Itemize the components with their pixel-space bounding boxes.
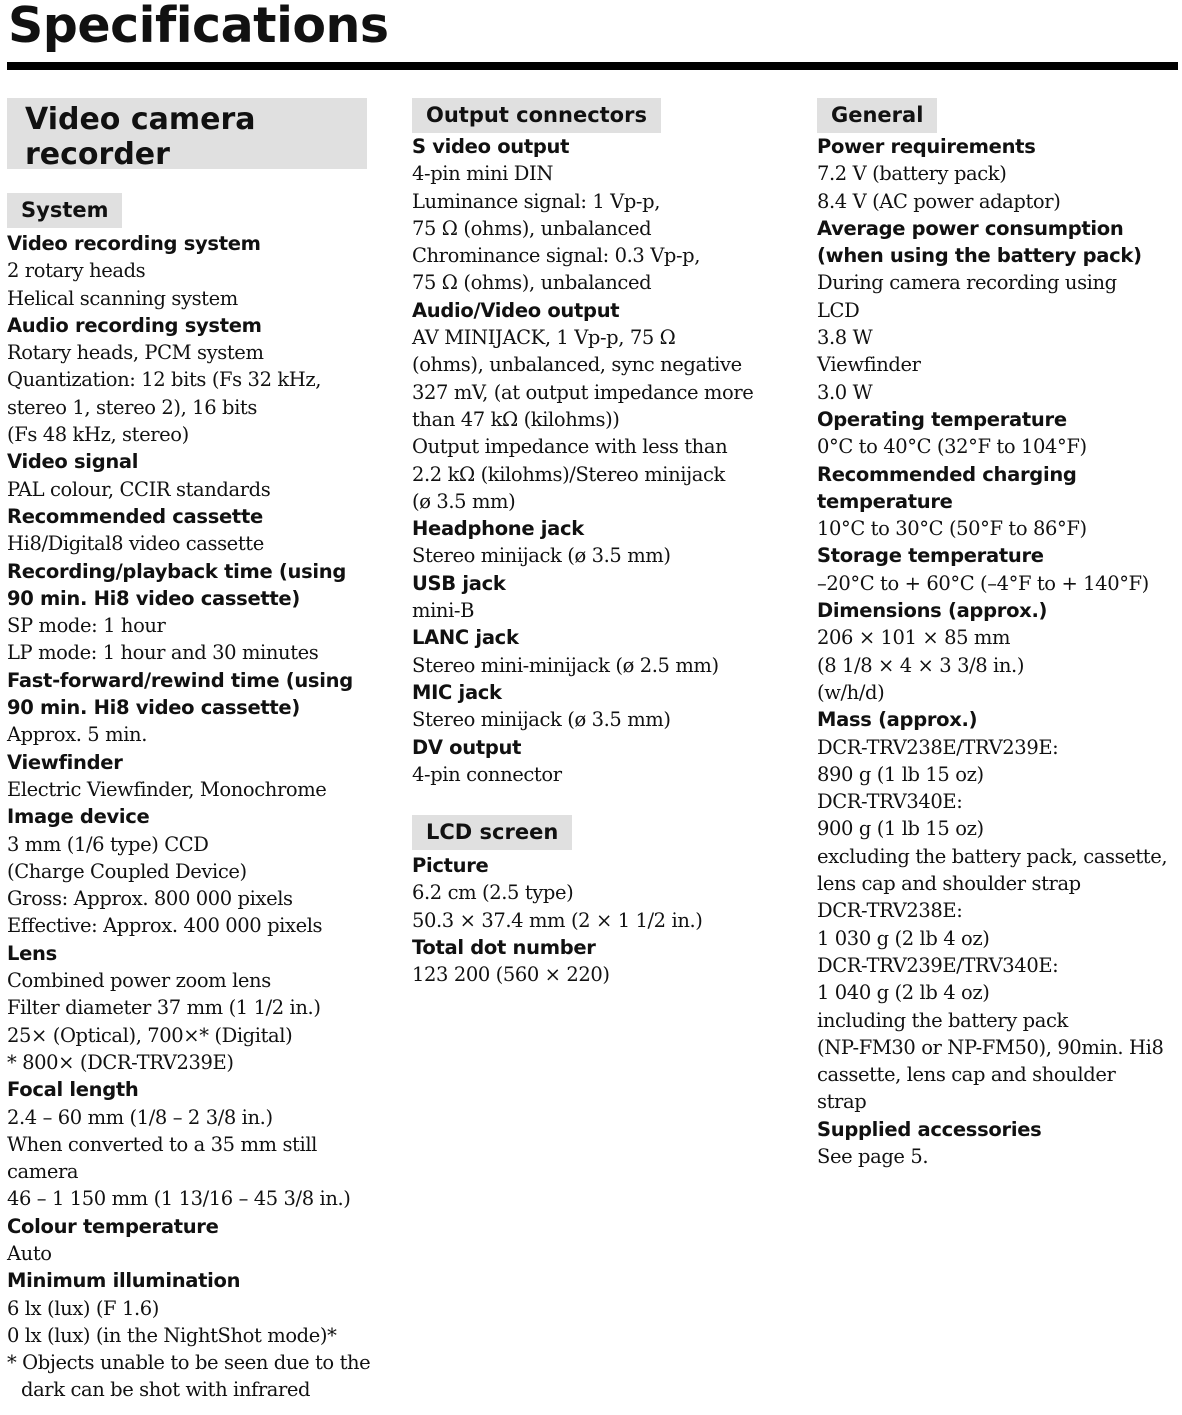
spec-value: Stereo mini-minijack (ø 2.5 mm) <box>412 653 719 677</box>
spec-list <box>7 230 371 1404</box>
spec-value: AV MINIJACK, 1 Vp-p, 75 Ω <box>412 326 676 350</box>
spec-value: (ohms), unbalanced, sync negative <box>412 353 742 377</box>
spec-item <box>412 734 782 789</box>
spec-value: than 47 kΩ (kilohms)) <box>412 407 620 431</box>
spec-value: 8.4 V (AC power adaptor) <box>817 189 1061 213</box>
spec-value: Stereo minijack (ø 3.5 mm) <box>412 544 671 568</box>
spec-label: MIC jack <box>412 680 502 704</box>
spec-item <box>7 667 367 749</box>
spec-value: 75 Ω (ohms), unbalanced <box>412 271 652 295</box>
spec-label: (when using the battery pack) <box>817 244 1142 268</box>
spec-item <box>817 406 1182 461</box>
spec-value: Chrominance signal: 0.3 Vp-p, <box>412 244 701 268</box>
spec-value: 4-pin mini DIN <box>412 162 553 186</box>
spec-value: strap <box>817 1090 867 1114</box>
spec-value: Rotary heads, PCM system <box>7 341 264 365</box>
spec-value: When converted to a 35 mm still <box>7 1132 317 1156</box>
spec-value: lens cap and shoulder strap <box>817 872 1081 896</box>
spec-value: * 800× (DCR-TRV239E) <box>7 1050 234 1074</box>
spec-item <box>7 1267 371 1403</box>
spec-value: (8 1/8 × 4 × 3 3/8 in.) <box>817 653 1025 677</box>
spec-item <box>7 558 367 667</box>
main-heading <box>7 98 367 172</box>
column-connectors-lcd <box>412 98 782 989</box>
spec-list <box>412 852 782 988</box>
spec-label: Storage temperature <box>817 544 1044 568</box>
spec-label: Headphone jack <box>412 517 584 541</box>
spec-value: 2.4 – 60 mm (1/8 – 2 3/8 in.) <box>7 1105 273 1129</box>
spec-item <box>7 749 367 804</box>
spec-value: (NP-FM30 or NP-FM50), 90min. Hi8 <box>817 1035 1164 1059</box>
spec-label: Power requirements <box>817 135 1036 158</box>
spec-value: Effective: Approx. 400 000 pixels <box>7 914 323 938</box>
spec-label: Image device <box>7 805 150 829</box>
spec-value: See page 5. <box>817 1144 929 1168</box>
spec-label: Recommended charging <box>817 462 1077 486</box>
spec-value: 206 × 101 × 85 mm <box>817 626 1011 650</box>
spec-value: Filter diameter 37 mm (1 1/2 in.) <box>7 996 321 1020</box>
spec-value: 75 Ω (ohms), unbalanced <box>412 216 652 240</box>
spec-item <box>7 1213 367 1268</box>
spec-item <box>7 503 367 558</box>
spec-value: DCR-TRV340E: <box>817 790 963 814</box>
spec-label: Recording/playback time (using <box>7 559 347 583</box>
spec-value: SP mode: 1 hour <box>7 614 166 638</box>
spec-value: 0 lx (lux) (in the NightShot mode)* <box>7 1323 337 1347</box>
spec-item <box>7 803 367 939</box>
spec-value: Electric Viewfinder, Monochrome <box>7 777 327 801</box>
spec-label: Video signal <box>7 450 139 474</box>
spec-value: Combined power zoom lens <box>7 969 271 993</box>
main-heading-line: recorder <box>25 137 170 172</box>
section-heading-system: System <box>7 193 122 228</box>
spec-item <box>412 133 782 297</box>
spec-value: Luminance signal: 1 Vp-p, <box>412 189 660 213</box>
spec-label: 90 min. Hi8 video cassette) <box>7 696 300 720</box>
spec-label: Viewfinder <box>7 750 123 774</box>
spec-value: 6 lx (lux) (F 1.6) <box>7 1296 159 1320</box>
spec-value: Auto <box>7 1241 52 1265</box>
spec-value: Gross: Approx. 800 000 pixels <box>7 887 293 911</box>
spec-value: Helical scanning system <box>7 286 238 310</box>
spec-value: Approx. 5 min. <box>7 723 147 747</box>
spec-value: DCR-TRV239E/TRV340E: <box>817 953 1059 977</box>
spec-label: Picture <box>412 854 489 878</box>
spec-item <box>412 624 782 679</box>
spec-value: –20°C to + 60°C (–4°F to + 140°F) <box>817 571 1149 595</box>
spec-value: 50.3 × 37.4 mm (2 × 1 1/2 in.) <box>412 908 703 932</box>
spec-value: DCR-TRV238E/TRV239E: <box>817 735 1059 759</box>
spec-label: Fast-forward/rewind time (using <box>7 668 353 692</box>
spec-label: Dimensions (approx.) <box>817 599 1048 623</box>
spec-item <box>412 297 782 515</box>
spec-value: Output impedance with less than <box>412 435 728 459</box>
spec-value: 6.2 cm (2.5 type) <box>412 881 574 905</box>
section-heading-output-connectors: Output connectors <box>412 98 661 133</box>
spec-value: 123 200 (560 × 220) <box>412 963 610 987</box>
spec-value: 7.2 V (battery pack) <box>817 162 1007 186</box>
spec-item <box>817 706 1182 1115</box>
spec-label: Supplied accessories <box>817 1117 1042 1141</box>
spec-value: 4-pin connector <box>412 762 562 786</box>
spec-value: 900 g (1 lb 15 oz) <box>817 817 984 841</box>
spec-item <box>412 934 782 989</box>
spec-item <box>412 515 782 570</box>
title-rule <box>7 62 1178 70</box>
spec-label: Colour temperature <box>7 1214 219 1238</box>
spec-label: Audio/Video output <box>412 298 620 322</box>
spec-item <box>817 597 1182 706</box>
spec-value: 327 mV, (at output impedance more <box>412 380 754 404</box>
page-title: Specifications <box>8 0 389 54</box>
spec-item <box>412 679 782 734</box>
spec-value: 46 – 1 150 mm (1 13/16 – 45 3/8 in.) <box>7 1187 351 1211</box>
spec-value: 2 rotary heads <box>7 259 146 283</box>
spec-label: Mass (approx.) <box>817 708 978 732</box>
spec-value: During camera recording using <box>817 271 1117 295</box>
spec-value: Stereo minijack (ø 3.5 mm) <box>412 708 671 732</box>
spec-label: USB jack <box>412 571 506 595</box>
spec-label: 90 min. Hi8 video cassette) <box>7 586 300 610</box>
spec-item <box>412 852 782 934</box>
spec-value: (w/h/d) <box>817 680 885 704</box>
spec-value: PAL colour, CCIR standards <box>7 477 271 501</box>
spec-label: Minimum illumination <box>7 1269 241 1293</box>
section-heading-general: General <box>817 98 937 133</box>
spec-item <box>7 230 367 312</box>
section-heading-lcd-screen: LCD screen <box>412 815 572 850</box>
spec-value: (Fs 48 kHz, stereo) <box>7 423 189 447</box>
spec-label: LANC jack <box>412 626 519 650</box>
spec-value: 1 030 g (2 lb 4 oz) <box>817 926 990 950</box>
spec-label: Audio recording system <box>7 313 262 337</box>
spec-label: Lens <box>7 941 57 965</box>
spec-item <box>817 461 1182 543</box>
spec-item <box>7 312 367 448</box>
spec-label: Total dot number <box>412 936 596 960</box>
spec-value: 2.2 kΩ (kilohms)/Stereo minijack <box>412 462 725 486</box>
spec-label: S video output <box>412 135 570 158</box>
spec-value: cassette, lens cap and shoulder <box>817 1063 1116 1087</box>
spec-item <box>817 542 1182 597</box>
spec-value: 25× (Optical), 700×* (Digital) <box>7 1023 293 1047</box>
spec-item <box>7 1076 367 1212</box>
spec-value: Viewfinder <box>817 353 921 377</box>
column-video-camera-recorder <box>7 98 371 1404</box>
spec-value: 10°C to 30°C (50°F to 86°F) <box>817 517 1087 541</box>
spec-list <box>817 133 1182 1170</box>
spec-item <box>817 215 1182 406</box>
spec-value: (Charge Coupled Device) <box>7 859 247 883</box>
spec-value: LP mode: 1 hour and 30 minutes <box>7 641 319 665</box>
column-general <box>817 98 1182 1170</box>
spec-value: camera <box>7 1160 79 1184</box>
spec-value: Hi8/Digital8 video cassette <box>7 532 264 556</box>
spec-value: Quantization: 12 bits (Fs 32 kHz, <box>7 368 322 392</box>
spec-value: (ø 3.5 mm) <box>412 489 516 513</box>
spec-item <box>7 940 367 1076</box>
spec-value: 3 mm (1/6 type) CCD <box>7 832 209 856</box>
spec-label: temperature <box>817 489 953 513</box>
spec-item <box>412 570 782 625</box>
spec-value: stereo 1, stereo 2), 16 bits <box>7 395 257 419</box>
spec-list <box>412 133 782 788</box>
spec-value: 3.0 W <box>817 380 873 404</box>
spec-item <box>817 1116 1182 1171</box>
spec-label: Average power consumption <box>817 216 1124 240</box>
spec-footnote: * Objects unable to be seen due to the dark can be shot with infrared <box>7 1351 371 1402</box>
spec-value: 1 040 g (2 lb 4 oz) <box>817 981 990 1005</box>
spec-value: LCD <box>817 298 860 322</box>
spec-label: Recommended cassette <box>7 504 263 528</box>
spec-item <box>817 133 1182 215</box>
spec-value: including the battery pack <box>817 1008 1068 1032</box>
spec-value: excluding the battery pack, cassette, <box>817 844 1168 868</box>
main-heading-line: Video camera <box>25 102 256 137</box>
spec-value: 890 g (1 lb 15 oz) <box>817 762 984 786</box>
spec-label: DV output <box>412 735 522 759</box>
spec-item <box>7 448 367 503</box>
spec-value: DCR-TRV238E: <box>817 899 963 923</box>
spec-label: Video recording system <box>7 232 261 255</box>
spec-value: 0°C to 40°C (32°F to 104°F) <box>817 435 1087 459</box>
spec-value: 3.8 W <box>817 326 873 350</box>
spec-label: Operating temperature <box>817 407 1067 431</box>
spec-label: Focal length <box>7 1078 139 1102</box>
spec-value: mini-B <box>412 599 475 623</box>
